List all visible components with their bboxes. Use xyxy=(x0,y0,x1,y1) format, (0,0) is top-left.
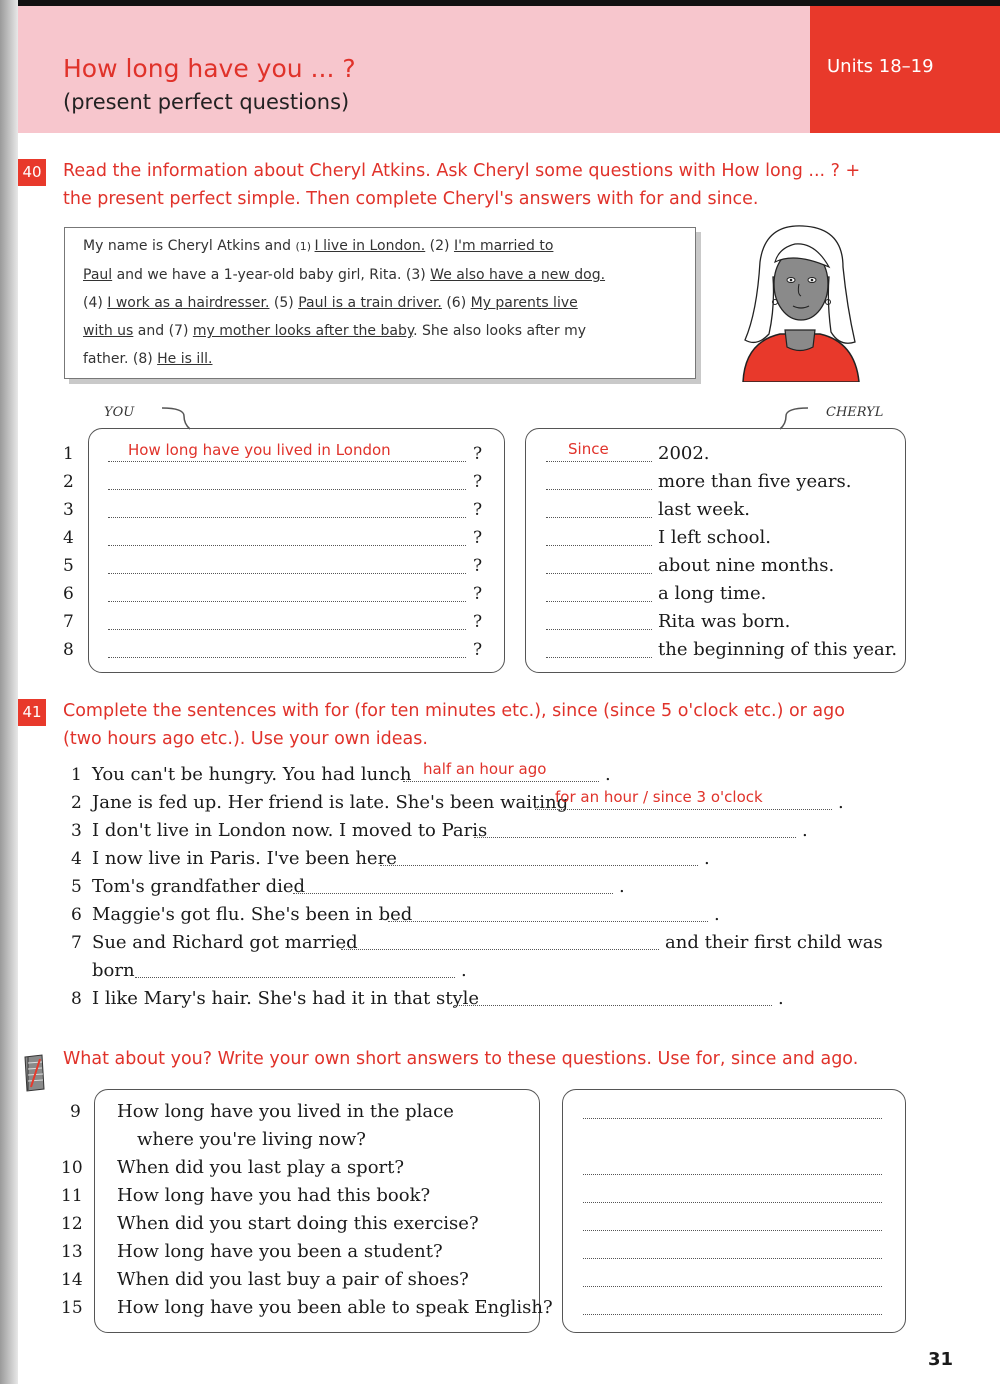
about-you-question: How long have you had this book? xyxy=(117,1185,431,1206)
question-mark: ? xyxy=(473,472,483,492)
about-you-question: When did you start doing this exercise? xyxy=(117,1213,479,1234)
question-number: 9 xyxy=(70,1102,81,1122)
cheryl-portrait-illustration xyxy=(735,222,865,382)
exercise-40-instruction-line-2: the present perfect simple. Then complete Cheryl's answers with for and since. xyxy=(63,189,759,209)
sentence-end: . xyxy=(704,848,710,869)
cheryl-answer-blank[interactable] xyxy=(546,558,652,574)
cheryl-answer-text: I left school. xyxy=(658,527,771,548)
about-you-answer-line[interactable] xyxy=(583,1271,882,1287)
cheryl-answer-text: last week. xyxy=(658,499,751,520)
about-you-answer-line[interactable] xyxy=(583,1299,882,1315)
exercise-40-instruction xyxy=(63,157,943,213)
question-number: 5 xyxy=(63,556,74,576)
sentence-text: Tom's grandfather died xyxy=(92,876,306,897)
about-you-question: where you're living now? xyxy=(137,1129,366,1150)
question-answer-line[interactable] xyxy=(108,474,466,490)
question-number: 3 xyxy=(63,500,74,520)
sentence-text: born xyxy=(92,960,135,981)
question-number: 1 xyxy=(63,444,74,464)
sentence-text: I like Mary's hair. She's had it in that style xyxy=(92,988,480,1009)
exercise-41-number: 41 xyxy=(18,699,46,726)
you-label: YOU xyxy=(104,405,135,420)
sentence-text: You can't be hungry. You had lunch xyxy=(92,764,412,785)
about-you-question: How long have you lived in the place xyxy=(117,1101,454,1122)
about-you-answers-box xyxy=(562,1089,906,1333)
question-number: 11 xyxy=(61,1186,83,1206)
sentence-number: 2 xyxy=(71,793,82,813)
cheryl-label: CHERYL xyxy=(826,405,884,420)
question-answer-line[interactable] xyxy=(108,586,466,602)
exercise-41-instruction xyxy=(63,697,943,753)
sentence-end: . xyxy=(802,820,808,841)
cheryl-answer-blank[interactable] xyxy=(546,530,652,546)
sentence-blank[interactable] xyxy=(380,850,698,866)
question-answer-line[interactable] xyxy=(108,642,466,658)
about-you-instruction: What about you? Write your own short answers to these questions. Use for, since and ago. xyxy=(63,1049,859,1069)
question-mark: ? xyxy=(473,528,483,548)
cheryl-answer-text: about nine months. xyxy=(658,555,835,576)
handwritten-answer: Since xyxy=(568,440,609,458)
sentence-end: . xyxy=(461,960,467,981)
about-you-answer-line[interactable] xyxy=(583,1103,882,1119)
question-mark: ? xyxy=(473,556,483,576)
cheryl-info-box: My name is Cheryl Atkins and (1) I live in London. (2) I'm married to Paul and we have a 1-year-old baby girl, Rita. (3) We also have a new dog. (4) I work as a hairdresser. (5) Paul is a train driver. (6) My parents live with us and (7) my mother looks after the baby. She also looks after my father. (8) He is ill. xyxy=(64,227,696,379)
question-number: 12 xyxy=(61,1214,83,1234)
sentence-number: 4 xyxy=(71,849,82,869)
about-you-question: How long have you been a student? xyxy=(117,1241,443,1262)
exercise-40-instruction-line-1: Read the information about Cheryl Atkins. Ask Cheryl some questions with How long ... ? + xyxy=(63,161,861,181)
about-you-question: When did you last buy a pair of shoes? xyxy=(117,1269,469,1290)
sentence-blank[interactable] xyxy=(135,962,455,978)
exercise-41-instruction-line-2: (two hours ago etc.). Use your own ideas. xyxy=(63,729,428,749)
sentence-text: I now live in Paris. I've been here xyxy=(92,848,397,869)
sentence-end: . xyxy=(838,792,844,813)
about-you-question: When did you last play a sport? xyxy=(117,1157,405,1178)
exercise-41-instruction-line-1: Complete the sentences with for (for ten minutes etc.), since (since 5 o'clock etc.) or ago xyxy=(63,701,845,721)
cheryl-answer-text: Rita was born. xyxy=(658,611,791,632)
cheryl-answer-blank[interactable] xyxy=(546,614,652,630)
sentence-number: 6 xyxy=(71,905,82,925)
sentence-blank[interactable] xyxy=(388,906,708,922)
about-you-answer-line[interactable] xyxy=(583,1243,882,1259)
units-label: Units 18–19 xyxy=(810,6,1000,133)
question-mark: ? xyxy=(473,500,483,520)
cheryl-answer-blank[interactable] xyxy=(546,502,652,518)
sentence-blank[interactable] xyxy=(454,990,772,1006)
sentence-number: 1 xyxy=(71,765,82,785)
sentence-end: . xyxy=(619,876,625,897)
sentence-blank[interactable] xyxy=(341,934,659,950)
you-bubble-tail xyxy=(160,404,200,430)
handwritten-answer: half an hour ago xyxy=(423,760,547,778)
sentence-blank[interactable] xyxy=(293,878,613,894)
sentence-end: . xyxy=(778,988,784,1009)
question-number: 8 xyxy=(63,640,74,660)
handwritten-answer: for an hour / since 3 o'clock xyxy=(555,788,763,806)
about-you-question: How long have you been able to speak English? xyxy=(117,1297,553,1318)
question-mark: ? xyxy=(473,612,483,632)
question-answer-line[interactable] xyxy=(108,558,466,574)
cheryl-answer-text: a long time. xyxy=(658,583,767,604)
sentence-number: 8 xyxy=(71,989,82,1009)
sentence-text: I don't live in London now. I moved to Paris xyxy=(92,820,488,841)
cheryl-answer-text: the beginning of this year. xyxy=(658,639,898,660)
question-answer-line[interactable] xyxy=(108,614,466,630)
question-number: 6 xyxy=(63,584,74,604)
question-answer-line[interactable] xyxy=(108,502,466,518)
you-speech-bubble xyxy=(88,428,505,673)
question-mark: ? xyxy=(473,640,483,660)
sentence-text: Maggie's got flu. She's been in bed xyxy=(92,904,413,925)
question-number: 15 xyxy=(61,1298,83,1318)
about-you-answer-line[interactable] xyxy=(583,1159,882,1175)
page-binding-shadow xyxy=(0,0,18,1384)
sentence-blank[interactable] xyxy=(474,822,796,838)
question-number: 14 xyxy=(61,1270,83,1290)
question-mark: ? xyxy=(473,584,483,604)
exercise-40-number: 40 xyxy=(18,159,46,186)
sentence-number: 7 xyxy=(71,933,82,953)
question-number: 2 xyxy=(63,472,74,492)
question-answer-line[interactable] xyxy=(108,530,466,546)
cheryl-answer-text: more than five years. xyxy=(658,471,852,492)
sentence-text: Sue and Richard got married xyxy=(92,932,358,953)
question-mark: ? xyxy=(473,444,483,464)
page-number: 31 xyxy=(928,1349,954,1370)
sentence-end: and their first child was xyxy=(665,932,883,953)
about-you-answer-line[interactable] xyxy=(583,1215,882,1231)
handwritten-question: How long have you lived in London xyxy=(128,441,391,459)
sentence-end: . xyxy=(605,764,611,785)
about-you-answer-line[interactable] xyxy=(583,1187,882,1203)
sentence-text: Jane is fed up. Her friend is late. She's been waiting xyxy=(92,792,569,813)
question-number: 7 xyxy=(63,612,74,632)
sentence-end: . xyxy=(714,904,720,925)
question-number: 13 xyxy=(61,1242,83,1262)
sentence-number: 3 xyxy=(71,821,82,841)
sentence-number: 5 xyxy=(71,877,82,897)
page-subtitle: (present perfect questions) xyxy=(63,90,350,114)
cheryl-answer-blank[interactable] xyxy=(546,474,652,490)
question-number: 10 xyxy=(61,1158,83,1178)
question-number: 4 xyxy=(63,528,74,548)
page-title: How long have you ... ? xyxy=(63,54,356,83)
cheryl-bubble-tail xyxy=(770,404,810,430)
cheryl-answer-blank[interactable] xyxy=(546,586,652,602)
cheryl-answer-blank[interactable] xyxy=(546,642,652,658)
cheryl-answer-text: 2002. xyxy=(658,443,710,464)
cheryl-speech-bubble xyxy=(525,428,906,673)
notebook-icon xyxy=(22,1053,46,1093)
